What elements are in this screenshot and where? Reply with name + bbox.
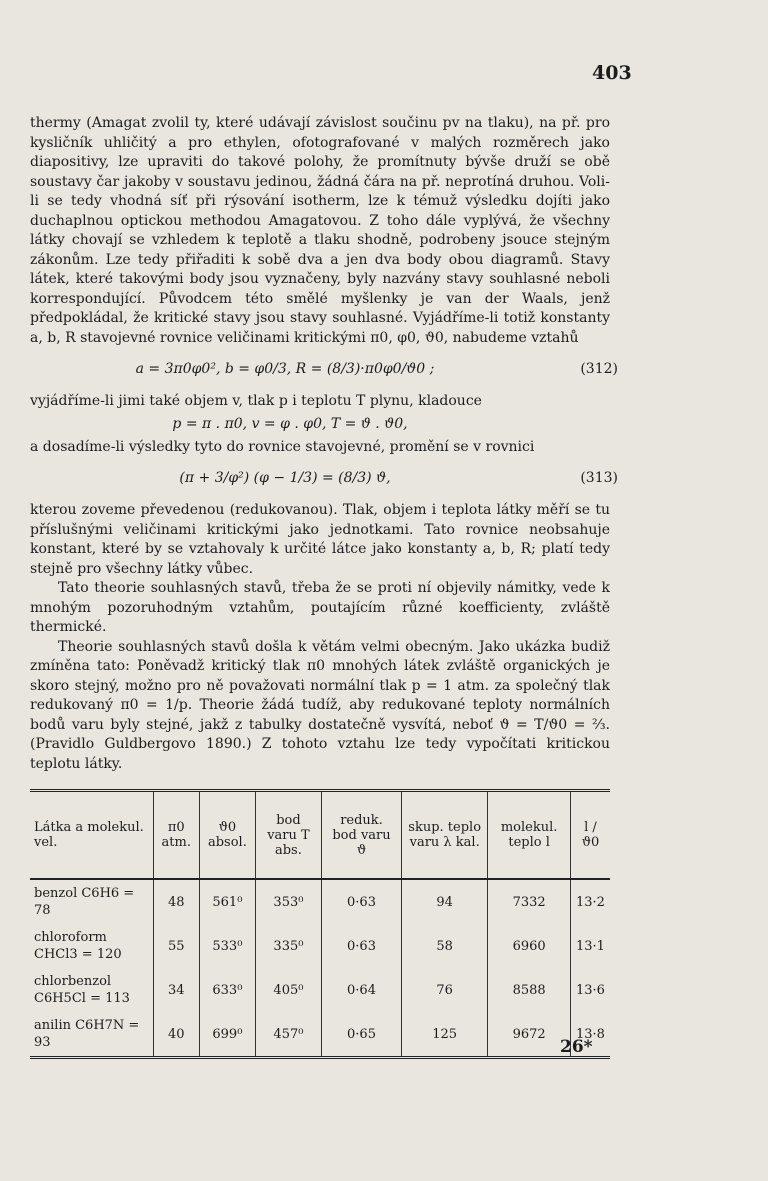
table-row xyxy=(30,879,610,924)
table-cell: chlorbenzol C6H5Cl = 113 xyxy=(34,974,130,1006)
equation-313 xyxy=(30,459,618,499)
table-cell: 94 xyxy=(402,879,488,924)
table-cell: 34 xyxy=(153,968,199,1012)
table-cell: 40 xyxy=(153,1012,199,1058)
table-cell: 633⁰ xyxy=(199,968,255,1012)
table-row xyxy=(30,924,610,968)
table-cell: anilin C6H7N = 93 xyxy=(34,1018,140,1050)
table-cell: 58 xyxy=(402,924,488,968)
equation-313-number: (313) xyxy=(580,470,618,486)
table-cell: 13·8 xyxy=(570,1012,610,1058)
line-2: vyjádříme-li jimi také objem v, tlak p i teplotu T plynu, kladouce xyxy=(30,393,482,409)
table-cell: 8588 xyxy=(488,968,571,1012)
table-cell: 353⁰ xyxy=(255,879,321,924)
header-reduced-boiling-point: reduk. bod varu ϑ xyxy=(321,791,401,880)
table-cell: 335⁰ xyxy=(255,924,321,968)
table-row xyxy=(30,1012,610,1058)
table-cell: 0·63 xyxy=(321,924,401,968)
data-table xyxy=(30,789,610,1059)
page-number: 403 xyxy=(592,62,632,84)
paragraph-3: Tato theorie souhlasných stavů, třeba že se proti ní objevily námitky, vede k mnohým pozoruhodným vztahům, poutajícím různé koefficienty, zvláště thermické. xyxy=(30,580,610,635)
table-header-row xyxy=(30,791,610,880)
table-cell: 0·65 xyxy=(321,1012,401,1058)
table-cell: benzol C6H6 = 78 xyxy=(34,886,135,918)
paragraph-1: thermy (Amagat zvolil ty, které udávají závislost součinu pv na tlaku), na př. pro kysličník uhličitý a pro ethylen, ofotografované v malých rozměrech jako diapositivy, lze upraviti do takové polohy, že promítnuty bývše druží se obě soustavy čar jakoby v soustavu jedinou, žádná čára na př. neprotíná druhou. Voli-li se tedy vhodná síť při rýsování isotherm, lze k témuž výsledku dojíti jako duchaplnou optickou methodou Amagatovou. Z toho dále vyplývá, že všechny látky chovají se vzhledem k teplotě a tlaku shodně, podrobeny jsouce stejným zákonům. Lze tedy přiřaditi k sobě dva a jen dva body obou diagramů. Stavy látek, které takovými body jsou vyznačeny, byly nazvány stavy souhlasné neboli korrespondující. Původcem této smělé myšlenky je van der Waals, jenž předpokládal, že kritické stavy jsou stavy souhlasné. Vyjádříme-li totiž konstanty a, b, R stavojevné rovnice veličinami kritickými π0, φ0, ϑ0, nabudeme vztahů xyxy=(30,115,610,346)
table-cell: 48 xyxy=(153,879,199,924)
table-cell: 457⁰ xyxy=(255,1012,321,1058)
paragraph-2: kterou zoveme převedenou (redukovanou). Tlak, objem i teplota látky měří se tu příslušnými veličinami kritickými jako jednotkami. Tato rovnice neobsahuje konstant, které by se vztahovaly k určité látce jako konstanty a, b, R; platí tedy stejně pro všechny látky vůbec. xyxy=(30,502,610,577)
table-cell: 405⁰ xyxy=(255,968,321,1012)
table-cell: 13·1 xyxy=(570,924,610,968)
equation-312 xyxy=(30,350,618,390)
table-cell: 76 xyxy=(402,968,488,1012)
signature-mark: 26* xyxy=(560,1037,593,1057)
table-cell: chloroform CHCl3 = 120 xyxy=(34,930,122,962)
header-ratio: l / ϑ0 xyxy=(570,791,610,880)
table-cell: 9672 xyxy=(488,1012,571,1058)
table-cell: 7332 xyxy=(488,879,571,924)
equation-312-body: a = 3π0φ0², b = φ0/3, R = (8/3)·π0φ0/ϑ0 ; xyxy=(135,361,435,377)
header-substance: Látka a molekul. vel. xyxy=(30,791,153,880)
header-critical-temperature: ϑ0 absol. xyxy=(199,791,255,880)
header-molecular-heat: molekul. teplo l xyxy=(488,791,571,880)
header-boiling-point: bod varu T abs. xyxy=(255,791,321,880)
table-cell: 125 xyxy=(402,1012,488,1058)
main-text xyxy=(30,114,618,774)
table-cell: 561⁰ xyxy=(199,879,255,924)
table-cell: 533⁰ xyxy=(199,924,255,968)
table-cell: 0·63 xyxy=(321,879,401,924)
table-cell: 13·2 xyxy=(570,879,610,924)
table-cell: 0·64 xyxy=(321,968,401,1012)
table-cell: 6960 xyxy=(488,924,571,968)
line-3: a dosadíme-li výsledky tyto do rovnice stavojevné, promění se v rovnici xyxy=(30,438,535,455)
equation-substitution xyxy=(30,412,610,438)
table-cell: 699⁰ xyxy=(199,1012,255,1058)
header-critical-pressure: π0 atm. xyxy=(153,791,199,880)
paragraph-4: Theorie souhlasných stavů došla k větám velmi obecným. Jako ukázka budiž zmíněna tato: Poněvadž kritický tlak π0 mnohých látek zvláště organických je skoro stejný, možno pro ně považovati normální tlak p = 1 atm. za společný tlak redukovaný π0 = 1/p. Theorie žádá tudíž, aby redukované teploty normálních bodů varu byly stejné, jakž z tabulky dostatečně vysvítá, neboť ϑ = T/ϑ0 = ⅔. (Pravidlo Guldbergovo 1890.) Z tohoto vztahu lze tedy vypočítati kritickou teplotu látky. xyxy=(30,638,610,772)
equation-312-number: (312) xyxy=(580,361,618,377)
header-latent-heat: skup. teplo varu λ kal. xyxy=(402,791,488,880)
table-cell: 55 xyxy=(153,924,199,968)
equation-substitution-body: p = π . π0, v = φ . φ0, T = ϑ . ϑ0, xyxy=(172,415,408,432)
table-row xyxy=(30,968,610,1012)
table-cell: 13·6 xyxy=(570,968,610,1012)
equation-313-body: (π + 3/φ²) (φ − 1/3) = (8/3) ϑ, xyxy=(179,470,391,486)
